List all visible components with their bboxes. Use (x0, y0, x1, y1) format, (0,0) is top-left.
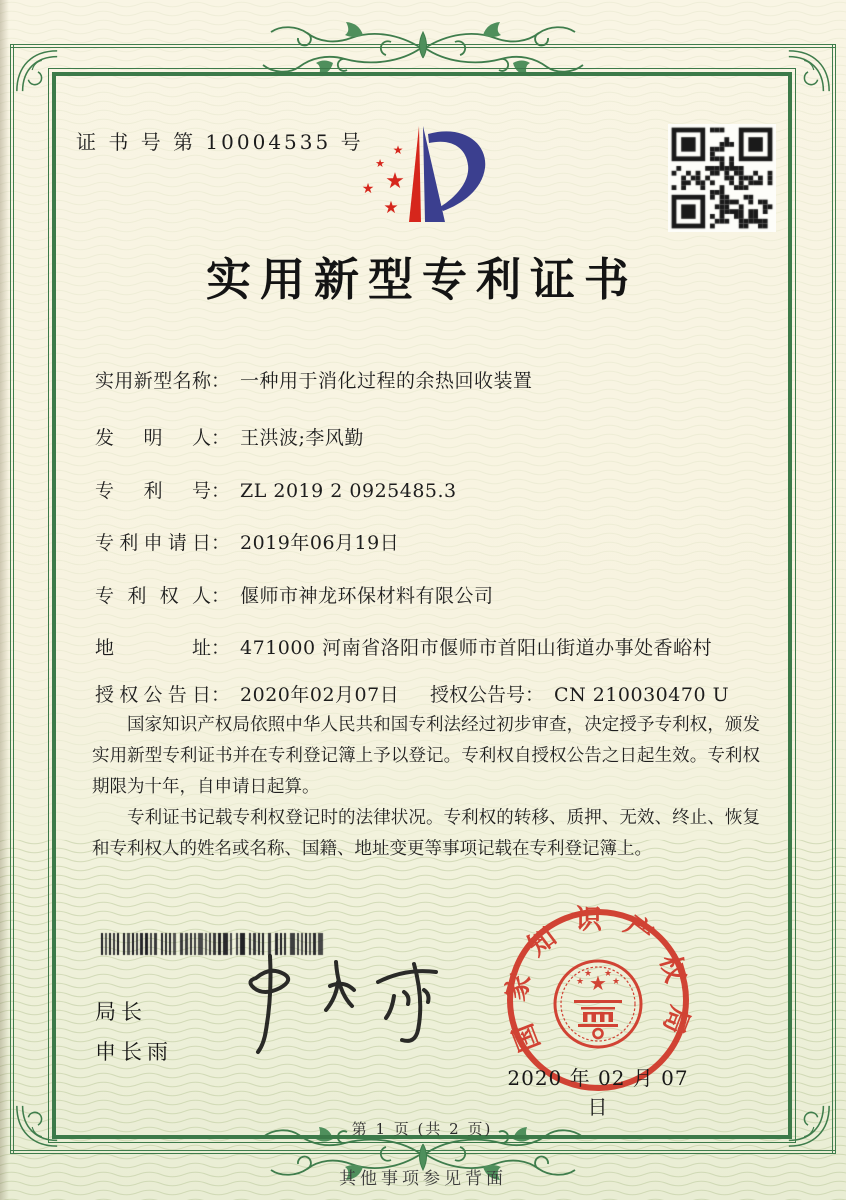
back-side-note: 其他事项参见背面 (339, 1169, 507, 1189)
field-row-grant (95, 680, 730, 707)
certificate-title: 实用新型专利证书 (205, 253, 638, 306)
legal-text (92, 710, 760, 865)
field-colon: ： (211, 427, 231, 449)
field-colon: ： (211, 480, 231, 502)
svg-text:★: ★ (375, 157, 385, 170)
svg-text:★: ★ (611, 977, 621, 987)
logo-red-tower (409, 126, 421, 222)
field-colon: ： (211, 370, 231, 392)
field-value: ZL 2019 2 0925485.3 (240, 480, 457, 502)
svg-text:★: ★ (575, 977, 585, 987)
field-colon: ： (525, 684, 545, 706)
field-row-address (95, 633, 712, 660)
svg-text:★: ★ (589, 971, 607, 995)
field-label: 授权公告号 (430, 684, 526, 706)
field-row-filing-date (95, 528, 399, 555)
field-value: 471000 河南省洛阳市偃师市首阳山街道办事处香峪村 (240, 637, 713, 659)
field-label: 地址 (95, 637, 211, 659)
field-row-inventor (95, 423, 364, 450)
field-row-patent-no (95, 476, 457, 503)
svg-text:★: ★ (385, 169, 405, 194)
svg-text:★: ★ (383, 198, 399, 218)
certificate-number: 证 书 号 第 10004535 号 (76, 130, 364, 154)
field-label: 发明人 (95, 427, 211, 449)
commissioner-title: 局长 (95, 1000, 147, 1024)
field-label: 专利申请日 (95, 532, 211, 554)
qr-code (668, 124, 776, 232)
svg-text:★: ★ (361, 181, 375, 197)
svg-text:★: ★ (603, 969, 613, 979)
outer-border-left-line (10, 44, 14, 1154)
field-value: 王洪波;李风勤 (240, 427, 364, 449)
field-row-name (95, 366, 533, 393)
field-colon: ： (211, 585, 231, 607)
seal-date: 2020 年 02 月 07 日 (507, 1066, 689, 1119)
field-label: 授权公告日 (95, 684, 211, 706)
svg-text:★: ★ (583, 969, 593, 979)
commissioner-signature (218, 948, 478, 1068)
register-paragraph: 专利证书记载专利权登记时的法律状况。专利权的转移、质押、无效、终止、恢复和专利权人的姓名或名称、国籍、地址变更等事项记载在专利登记簿上。 (92, 808, 760, 859)
national-emblem-icon (555, 961, 641, 1047)
field-label: 专利号 (95, 480, 211, 502)
field-colon: ： (211, 637, 231, 659)
seal-text: 国家知识产权局 (500, 904, 696, 1056)
logo-stars (362, 143, 405, 218)
field-colon: ： (211, 532, 231, 554)
field-label: 实用新型名称 (95, 370, 211, 392)
field-label: 专利权人 (95, 585, 211, 607)
field-value: 偃师市神龙环保材料有限公司 (240, 585, 494, 607)
field-grant-no (430, 680, 729, 707)
page-indicator: 第 1 页 (共 2 页) (351, 1120, 493, 1138)
field-value: 2020年02月07日 (240, 684, 400, 706)
commissioner-name: 申长雨 (95, 1040, 173, 1064)
outer-border-right-line (832, 44, 836, 1154)
grant-paragraph: 国家知识产权局依照中华人民共和国专利法经过初步审查，决定授予专利权，颁发实用新型专利证书并在专利登记簿上予以登记。专利权自授权公告之日起生效。专利权期限为十年，自申请日起算。 (92, 715, 760, 797)
scan-edge-shadow (0, 0, 9, 1200)
field-value: 一种用于消化过程的余热回收装置 (240, 370, 533, 392)
cnipa-logo-icon (346, 110, 518, 238)
field-row-patentee (95, 581, 494, 608)
field-value: 2019年06月19日 (240, 532, 400, 554)
field-colon: ： (211, 684, 231, 706)
svg-text:★: ★ (392, 143, 404, 157)
field-value: CN 210030470 U (554, 684, 730, 706)
